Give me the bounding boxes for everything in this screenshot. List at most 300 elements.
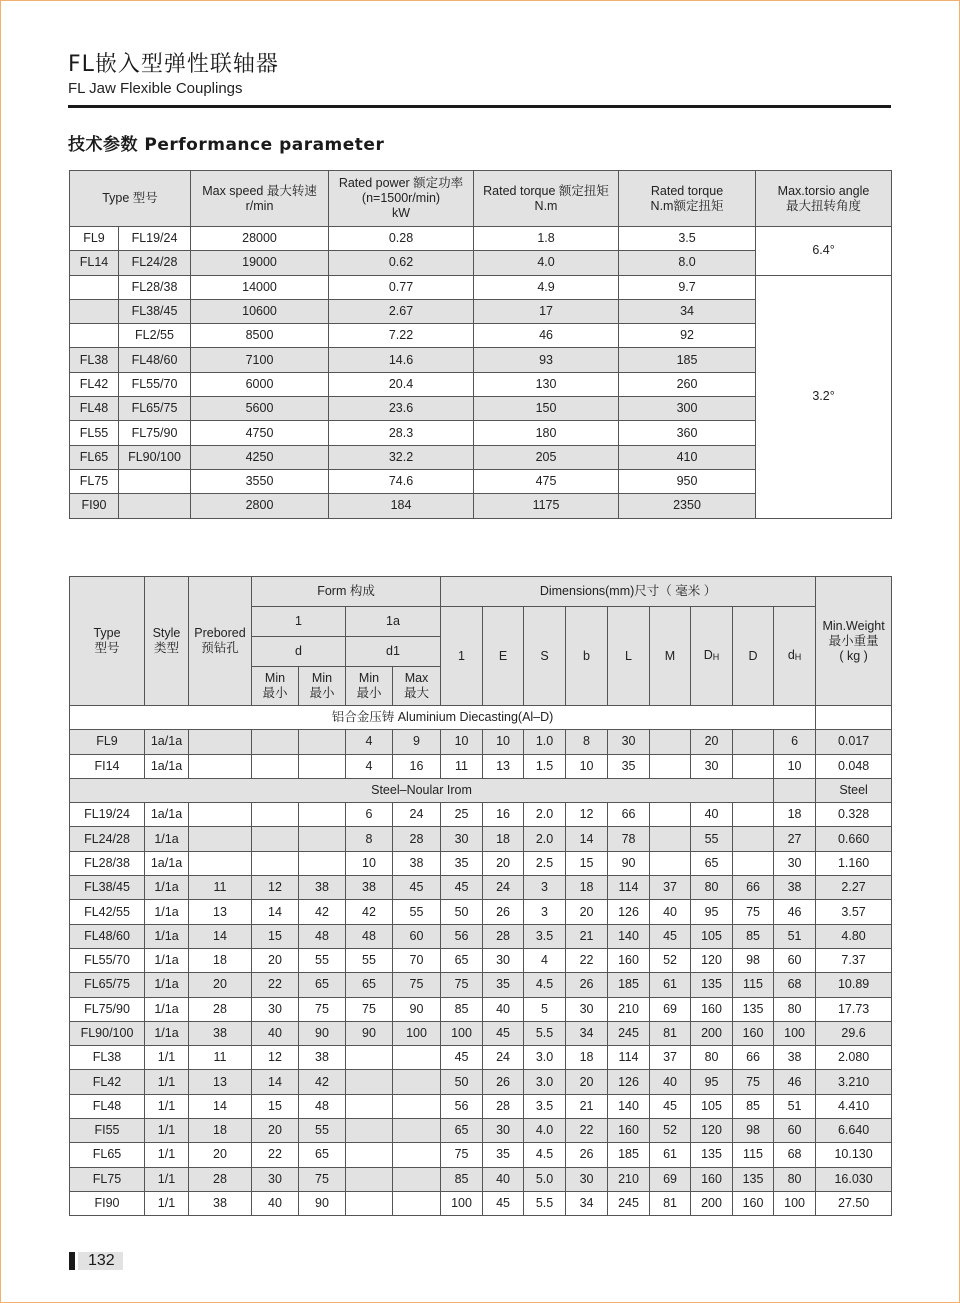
dim-d-cell: 75 [733,900,774,924]
dim-l-cell: 210 [608,997,650,1021]
dim-1-cell: 85 [441,997,483,1021]
type-cell: FL38 [70,1046,145,1070]
header-max-en: Max [404,671,429,685]
d-min-1-cell: 20 [252,1119,299,1143]
dim-d-cell: 115 [733,973,774,997]
dim-dh-lower-cell: 68 [774,973,816,997]
style-cell: 1/1a [145,997,189,1021]
d-min-2-cell: 65 [299,973,346,997]
min-weight-cell: 0.328 [816,803,892,827]
dim-1-cell: 10 [441,730,483,754]
d1-max-cell [393,1167,441,1191]
header-max-cn: 最大 [404,686,430,700]
rated-torque-cell: 205 [474,445,619,469]
rated-torque-2-cell: 3.5 [619,227,756,251]
dim-s-cell: 1.5 [524,754,566,778]
header-form: Form 构成 [252,577,441,607]
dim-m-cell [650,754,691,778]
rated-power-cell: 28.3 [329,421,474,445]
dim-d-cell: 85 [733,1094,774,1118]
header-dimensions: Dimensions(mm)尺寸（ 毫米 ） [441,577,816,607]
table-row [70,1021,892,1045]
type-cell: FL42 [70,1070,145,1094]
rated-torque-cell: 46 [474,324,619,348]
dim-b-cell: 26 [566,973,608,997]
style-cell: 1/1a [145,973,189,997]
dim-d-cell: 66 [733,876,774,900]
section-aluminium [70,706,892,730]
dim-l-cell: 140 [608,1094,650,1118]
rated-torque-2-cell: 9.7 [619,275,756,299]
type-cell: FI14 [70,754,145,778]
d1-min-cell [346,1143,393,1167]
min-weight-cell: 2.27 [816,876,892,900]
d-min-2-cell: 42 [299,900,346,924]
dim-l-cell: 114 [608,876,650,900]
header-prebored-cn: 预钻孔 [201,641,239,655]
dim-b-cell: 12 [566,803,608,827]
type-cell: FL48 [70,1094,145,1118]
dim-1-cell: 100 [441,1191,483,1215]
style-cell: 1/1 [145,1119,189,1143]
dim-dh-lower-cell: 60 [774,1119,816,1143]
rated-torque-2-cell: 950 [619,469,756,493]
d-min-2-cell: 42 [299,1070,346,1094]
dim-m-cell: 37 [650,876,691,900]
dim-s-cell: 3.0 [524,1070,566,1094]
dim-1-cell: 65 [441,948,483,972]
dim-1-cell: 45 [441,876,483,900]
dim-b-cell: 21 [566,1094,608,1118]
d-min-1-cell: 15 [252,1094,299,1118]
dim-b-cell: 20 [566,900,608,924]
dim-dh-upper-cell: 105 [691,1094,733,1118]
max-speed-cell: 7100 [191,348,329,372]
dim-s-cell: 3 [524,900,566,924]
type-alt-cell: FL75/90 [119,421,191,445]
d-min-1-cell [252,730,299,754]
dim-dh-upper-cell: 20 [691,730,733,754]
header-col-b: b [566,607,608,706]
page-title-cn: FL嵌入型弹性联轴器 [68,52,279,77]
max-speed-cell: 2800 [191,494,329,518]
d1-max-cell: 28 [393,827,441,851]
d-min-2-cell: 55 [299,1119,346,1143]
prebored-cell: 20 [189,973,252,997]
max-speed-cell: 8500 [191,324,329,348]
dim-m-cell: 40 [650,900,691,924]
d1-min-cell: 65 [346,973,393,997]
dim-d-cell: 85 [733,924,774,948]
header-type-cn: 型号 [94,641,120,655]
type-cell: FL24/28 [70,827,145,851]
rated-torque-cell: 150 [474,397,619,421]
dim-d-cell [733,827,774,851]
dim-dh-upper-cell: 95 [691,1070,733,1094]
rated-torque-cell: 1175 [474,494,619,518]
header-prebored [189,577,252,706]
dim-dh-upper-cell: 30 [691,754,733,778]
dim-e-cell: 35 [483,973,524,997]
table-row [70,924,892,948]
style-cell: 1a/1a [145,851,189,875]
dim-m-cell: 52 [650,948,691,972]
rated-torque-2-cell: 8.0 [619,251,756,275]
type-cell: FL14 [70,251,119,275]
dim-b-cell: 18 [566,876,608,900]
d-min-1-cell: 14 [252,900,299,924]
dim-b-cell: 20 [566,1070,608,1094]
type-alt-cell: FL19/24 [119,227,191,251]
dim-e-cell: 10 [483,730,524,754]
rated-power-cell: 2.67 [329,299,474,323]
header-d: d [252,637,346,667]
table-row [70,876,892,900]
title-divider [68,105,891,108]
d-min-2-cell: 38 [299,1046,346,1070]
dim-s-cell: 3.5 [524,924,566,948]
rated-power-cell: 23.6 [329,397,474,421]
dim-dh-lower-cell: 46 [774,900,816,924]
type-cell: FL65/75 [70,973,145,997]
dim-1-cell: 35 [441,851,483,875]
rated-torque-2-cell: 410 [619,445,756,469]
dim-l-cell: 126 [608,1070,650,1094]
dim-s-cell: 1.0 [524,730,566,754]
dim-e-cell: 28 [483,924,524,948]
dim-dh-upper-cell: 95 [691,900,733,924]
type-alt-cell: FL48/60 [119,348,191,372]
rated-torque-cell: 17 [474,299,619,323]
header-col-e: E [483,607,524,706]
d1-min-cell: 4 [346,730,393,754]
d1-max-cell [393,1046,441,1070]
dim-m-cell: 61 [650,1143,691,1167]
d-min-1-cell: 40 [252,1021,299,1045]
d1-min-cell [346,1046,393,1070]
rated-power-cell: 0.62 [329,251,474,275]
header-col-dh-upper-sub: H [712,652,720,662]
dim-1-cell: 50 [441,900,483,924]
type-cell: FL38 [70,348,119,372]
dim-dh-lower-cell: 46 [774,1070,816,1094]
dim-m-cell: 61 [650,973,691,997]
dim-s-cell: 5.0 [524,1167,566,1191]
d1-max-cell: 75 [393,973,441,997]
d1-max-cell: 90 [393,997,441,1021]
prebored-cell: 11 [189,1046,252,1070]
min-weight-cell: 4.410 [816,1094,892,1118]
style-cell: 1/1a [145,900,189,924]
table-row [70,827,892,851]
table-row [70,1191,892,1215]
dim-s-cell: 5.5 [524,1191,566,1215]
table-row [70,1167,892,1191]
rated-power-cell: 14.6 [329,348,474,372]
dim-l-cell: 160 [608,948,650,972]
type-cell: FL42 [70,372,119,396]
d1-max-cell: 24 [393,803,441,827]
section-spacer-cell [774,778,816,802]
rated-power-cell: 20.4 [329,372,474,396]
type-cell: FL75 [70,469,119,493]
max-speed-cell: 14000 [191,275,329,299]
type-cell: FL38/45 [70,876,145,900]
d1-max-cell: 16 [393,754,441,778]
dim-e-cell: 26 [483,1070,524,1094]
d-min-1-cell [252,851,299,875]
d1-min-cell: 42 [346,900,393,924]
dim-l-cell: 114 [608,1046,650,1070]
d-min-1-cell: 30 [252,1167,299,1191]
d1-min-cell [346,1191,393,1215]
dim-d-cell: 135 [733,997,774,1021]
table-row [70,730,892,754]
d1-min-cell: 90 [346,1021,393,1045]
style-cell: 1/1a [145,1021,189,1045]
max-torsion-angle-cell: 3.2° [756,275,892,518]
header-max-torsion-angle [756,171,892,227]
header-d1-max [393,667,441,706]
dim-l-cell: 90 [608,851,650,875]
dim-m-cell: 45 [650,1094,691,1118]
header-col-m: M [650,607,691,706]
type-cell: FL65 [70,1143,145,1167]
header-rated-torque-unit: N.m [534,198,558,213]
table-row [70,1046,892,1070]
d1-max-cell: 100 [393,1021,441,1045]
d1-max-cell: 45 [393,876,441,900]
dim-l-cell: 245 [608,1021,650,1045]
d-min-1-cell [252,827,299,851]
type-cell: FL90/100 [70,1021,145,1045]
dim-s-cell: 2.0 [524,827,566,851]
dim-dh-upper-cell: 200 [691,1021,733,1045]
type-cell [70,324,119,348]
type-cell: FL28/38 [70,851,145,875]
max-torsion-angle-cell: 6.4° [756,227,892,276]
type-cell [70,275,119,299]
rated-torque-2-cell: 185 [619,348,756,372]
prebored-cell [189,803,252,827]
d1-min-cell: 75 [346,997,393,1021]
dim-dh-lower-cell: 100 [774,1021,816,1045]
d-min-2-cell: 75 [299,997,346,1021]
dim-l-cell: 126 [608,900,650,924]
dim-dh-upper-cell: 80 [691,1046,733,1070]
dim-d-cell [733,851,774,875]
dim-dh-lower-cell: 38 [774,1046,816,1070]
dim-e-cell: 16 [483,803,524,827]
style-cell: 1/1a [145,827,189,851]
header-d1-min [346,667,393,706]
d1-max-cell: 70 [393,948,441,972]
dim-b-cell: 22 [566,948,608,972]
dim-e-cell: 45 [483,1021,524,1045]
prebored-cell [189,827,252,851]
min-weight-cell: 0.660 [816,827,892,851]
rated-torque-cell: 1.8 [474,227,619,251]
d-min-2-cell: 65 [299,1143,346,1167]
dim-dh-lower-cell: 60 [774,948,816,972]
header-max-torsion-angle-label: Max.torsio angle [777,183,870,198]
d-min-1-cell: 20 [252,948,299,972]
dim-l-cell: 160 [608,1119,650,1143]
min-weight-cell: 6.640 [816,1119,892,1143]
type-cell: FL65 [70,445,119,469]
table-row [70,997,892,1021]
dim-1-cell: 11 [441,754,483,778]
table-row [70,851,892,875]
page-footer [69,1252,123,1270]
dim-e-cell: 24 [483,876,524,900]
d1-max-cell [393,1143,441,1167]
rated-torque-cell: 130 [474,372,619,396]
prebored-cell: 14 [189,1094,252,1118]
dim-d-cell: 135 [733,1167,774,1191]
dim-m-cell: 69 [650,1167,691,1191]
header-max-speed-unit: r/min [245,198,274,213]
type-alt-cell: FL2/55 [119,324,191,348]
min-weight-cell: 29.6 [816,1021,892,1045]
min-weight-cell: 27.50 [816,1191,892,1215]
rated-torque-cell: 180 [474,421,619,445]
dim-s-cell: 2.5 [524,851,566,875]
min-weight-cell: 0.048 [816,754,892,778]
prebored-cell: 28 [189,1167,252,1191]
style-cell: 1/1 [145,1070,189,1094]
max-speed-cell: 19000 [191,251,329,275]
header-min-en: Min [358,671,380,685]
dim-dh-lower-cell: 68 [774,1143,816,1167]
prebored-cell: 20 [189,1143,252,1167]
dim-dh-upper-cell: 65 [691,851,733,875]
min-weight-cell: 16.030 [816,1167,892,1191]
dim-s-cell: 3.5 [524,1094,566,1118]
type-cell: FI90 [70,494,119,518]
type-cell: FL42/55 [70,900,145,924]
dim-e-cell: 24 [483,1046,524,1070]
header-rated-torque-2 [619,171,756,227]
min-weight-cell: 4.80 [816,924,892,948]
prebored-cell [189,754,252,778]
d1-min-cell: 38 [346,876,393,900]
style-cell: 1a/1a [145,803,189,827]
header-rated-power-unit: kW [391,206,411,220]
dim-b-cell: 10 [566,754,608,778]
dim-dh-upper-cell: 135 [691,973,733,997]
type-cell: FL48/60 [70,924,145,948]
dim-m-cell [650,730,691,754]
dim-m-cell [650,851,691,875]
table-row [70,1119,892,1143]
dim-l-cell: 210 [608,1167,650,1191]
dim-1-cell: 50 [441,1070,483,1094]
dim-dh-lower-cell: 80 [774,997,816,1021]
type-alt-cell: FL28/38 [119,275,191,299]
d1-min-cell: 48 [346,924,393,948]
min-weight-cell: 3.210 [816,1070,892,1094]
header-d-min-2 [299,667,346,706]
dim-dh-upper-cell: 40 [691,803,733,827]
dim-s-cell: 4.0 [524,1119,566,1143]
header-type-en: Type [93,626,121,640]
header-form-1: 1 [252,607,346,637]
dim-dh-lower-cell: 38 [774,876,816,900]
dim-1-cell: 30 [441,827,483,851]
dim-e-cell: 35 [483,1143,524,1167]
min-weight-cell: 7.37 [816,948,892,972]
header-min-en: Min [264,671,286,685]
header-min-cn: 最小 [309,686,335,700]
type-alt-cell: FL65/75 [119,397,191,421]
rated-torque-2-cell: 300 [619,397,756,421]
dim-dh-upper-cell: 120 [691,1119,733,1143]
header-rated-torque-2-unit: N.m额定扭矩 [650,198,724,213]
dim-s-cell: 4.5 [524,973,566,997]
type-alt-cell [119,469,191,493]
dim-l-cell: 78 [608,827,650,851]
d1-min-cell [346,1167,393,1191]
header-col-dh-lower-main: d [787,648,795,662]
header-prebored-en: Prebored [194,626,246,640]
min-weight-cell: 3.57 [816,900,892,924]
dim-1-cell: 100 [441,1021,483,1045]
d-min-2-cell: 90 [299,1191,346,1215]
d1-min-cell [346,1094,393,1118]
header-col-s: S [524,607,566,706]
dim-e-cell: 18 [483,827,524,851]
rated-torque-2-cell: 92 [619,324,756,348]
d-min-1-cell [252,754,299,778]
type-alt-cell [119,494,191,518]
dim-dh-lower-cell: 80 [774,1167,816,1191]
dim-d-cell [733,803,774,827]
min-weight-cell: 17.73 [816,997,892,1021]
dim-e-cell: 30 [483,948,524,972]
dim-b-cell: 15 [566,851,608,875]
d1-max-cell [393,1070,441,1094]
d-min-1-cell: 14 [252,1070,299,1094]
section-steel [70,778,892,802]
prebored-cell: 13 [189,1070,252,1094]
header-col-d: D [733,607,774,706]
dim-1-cell: 45 [441,1046,483,1070]
d1-max-cell: 38 [393,851,441,875]
header-min-cn: 最小 [262,686,288,700]
rated-power-cell: 7.22 [329,324,474,348]
dim-d-cell: 160 [733,1191,774,1215]
type-cell: FL75 [70,1167,145,1191]
header-style [145,577,189,706]
dim-dh-lower-cell: 51 [774,1094,816,1118]
dim-b-cell: 26 [566,1143,608,1167]
d1-max-cell: 60 [393,924,441,948]
prebored-cell: 38 [189,1191,252,1215]
dim-d-cell: 66 [733,1046,774,1070]
d1-min-cell [346,1070,393,1094]
dim-s-cell: 2.0 [524,803,566,827]
header-form-1a: 1a [346,607,441,637]
min-weight-cell: 10.89 [816,973,892,997]
prebored-cell: 28 [189,997,252,1021]
rated-torque-2-cell: 2350 [619,494,756,518]
rated-power-cell: 184 [329,494,474,518]
dim-1-cell: 85 [441,1167,483,1191]
min-weight-cell: 0.017 [816,730,892,754]
dim-dh-lower-cell: 30 [774,851,816,875]
d-min-2-cell: 90 [299,1021,346,1045]
